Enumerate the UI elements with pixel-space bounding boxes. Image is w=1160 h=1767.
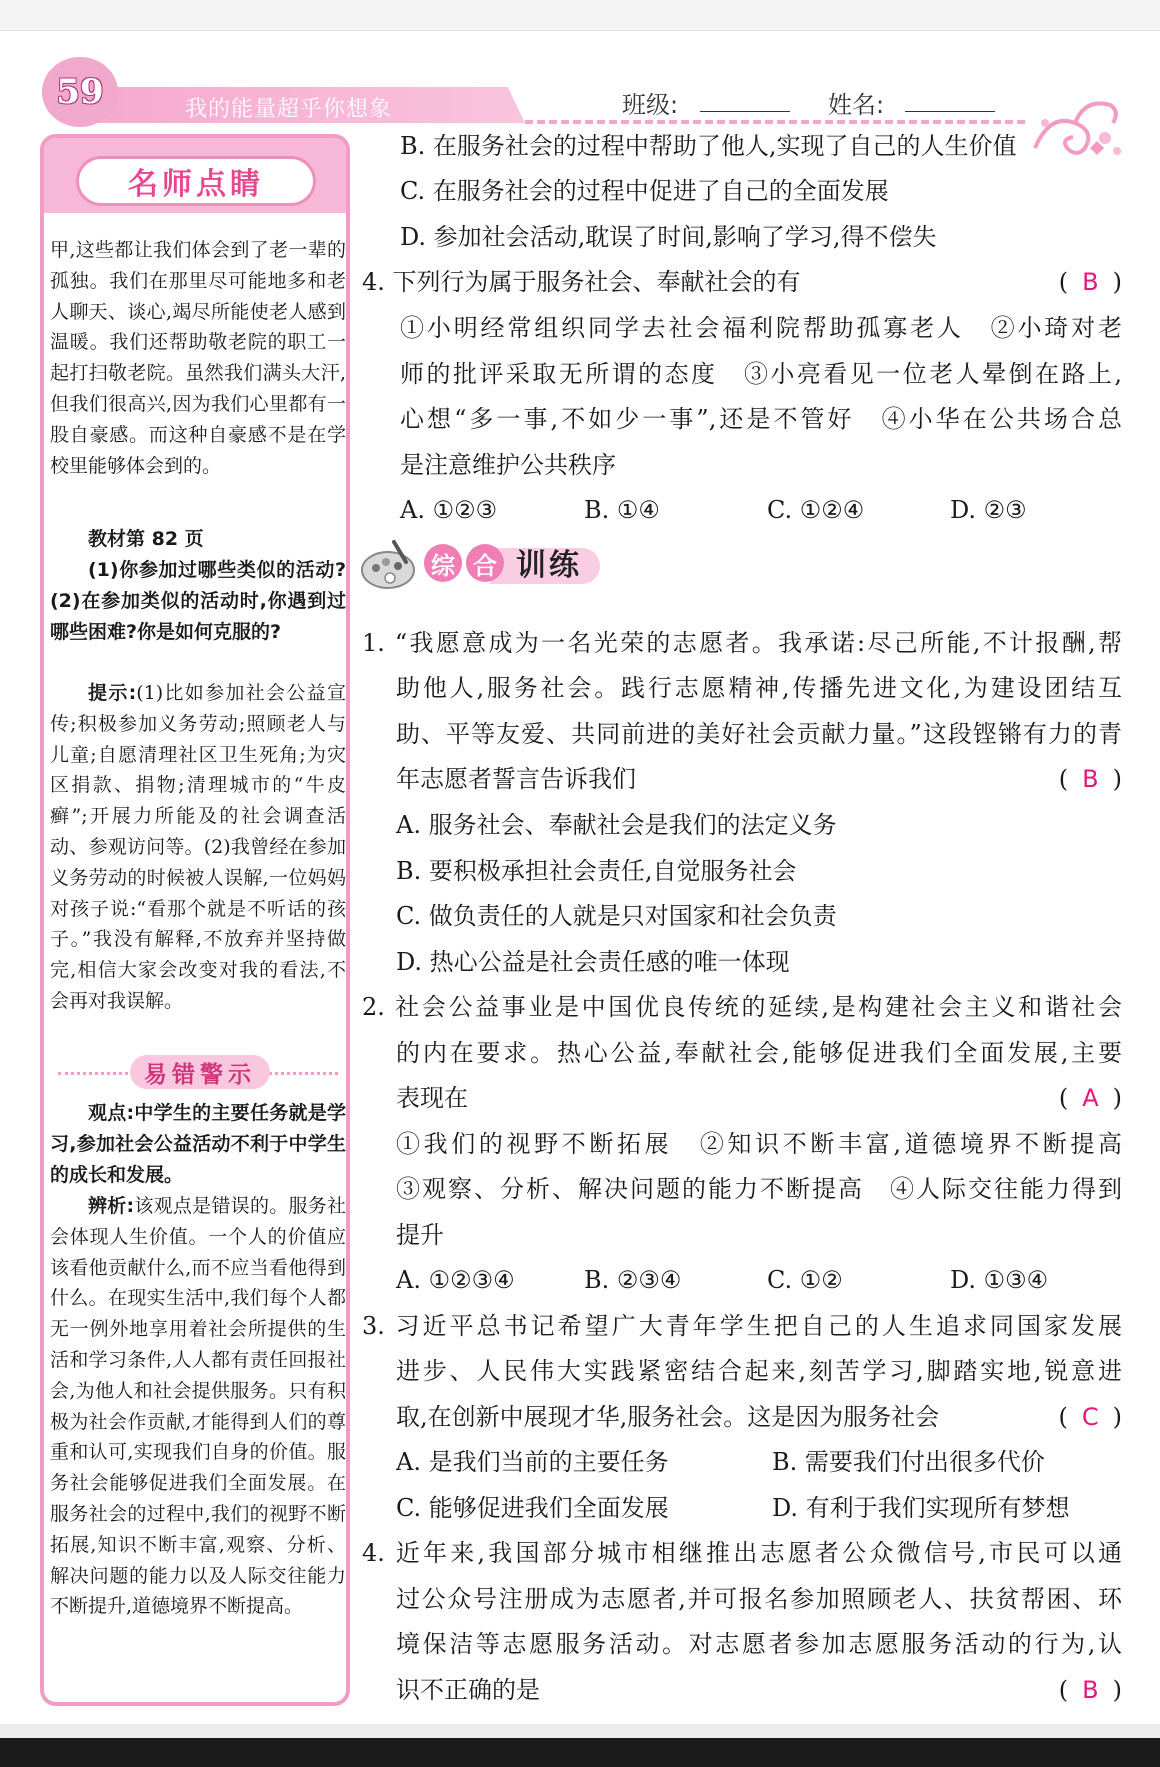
viewpoint-paragraph [50,1098,346,1190]
t-q2-option-b: B. ②③④ [584,1266,682,1294]
q4-body-line: 师的批评采取无所谓的态度 ③小亮看见一位老人晕倒在路上, [400,360,1122,388]
t-q4-answer-bracket: ( B ) [1058,1676,1122,1704]
warning-header [58,1055,338,1091]
sidebar-teacher-tips [40,134,350,1706]
q3-option-c: C. 在服务社会的过程中促进了自己的全面发展 [400,177,889,205]
t-q3-answer-bracket: ( C ) [1058,1403,1122,1431]
t-q4-line: 境保洁等志愿服务活动。对志愿者参加志愿服务活动的行为,认 [396,1630,1122,1658]
class-label: 班级: [622,91,679,119]
page-number: 59 [42,57,118,127]
hint-text: (1)比如参加社会公益宣传;积极参加义务劳动;照顾老人与儿童;自愿清理社区卫生死角;为灾区捐款、捐物;清理城市的“牛皮癣”;开展力所能及的社会调查活动、参观访问等。(2)我曾经在参加义务劳动的时候被人误解,一位妈妈对孩子说:“看那个就是不听话的孩子。”我没有解释,不放弃并坚持做完,相信大家会改变对我的看法,不会再对我误解。 [50,682,346,1012]
t-q1-option-a: A. 服务社会、奉献社会是我们的法定义务 [396,811,837,839]
analysis-text: 该观点是错误的。服务社会体现人生价值。一个人的价值应该看他贡献什么,而不应当看他得到什么。在现实生活中,我们每个人都无一例外地享用着社会所提供的生活和学习条件,人人都有责任回报社会,为他人和社会提供服务。只有积极为社会作贡献,才能得到人们的尊重和认可,实现我们自身的价值。服务社会能够促进我们全面发展。在服务社会的过程中,我们的视野不断拓展,知识不断丰富,观察、分析、解决问题的能力以及人际交往能力不断提升,道德境界不断提高。 [50,1195,346,1618]
q4-body-line: 是注意维护公共秩序 [400,451,616,479]
t-q3-option-b: B. 需要我们付出很多代价 [772,1448,1045,1476]
t-q3-line: 进步、人民伟大实践紧密结合起来,刻苦学习,脚踏实地,锐意进 [396,1357,1122,1385]
analysis-label: 辨析: [88,1195,135,1217]
page-header [0,45,1160,130]
palette-icon [360,538,420,590]
t-q1-answer-bracket: ( B ) [1058,765,1122,793]
section-badge-1: 综 [424,544,462,582]
name-field[interactable] [905,111,995,112]
t-q4-line: 4. 近年来,我国部分城市相继推出志愿者公众微信号,市民可以通 [362,1539,1122,1567]
t-q2-body-line: ③观察、分析、解决问题的能力不断提高 ④人际交往能力得到 [396,1175,1122,1203]
t-q4-line: 过公众号注册成为志愿者,并可报名参加照顾老人、扶贫帮困、环 [396,1585,1122,1613]
training-questions [362,623,1122,1703]
viewer-bottom-gap [0,1724,1160,1738]
t-q2-line: 的内在要求。热心公益,奉献社会,能够促进我们全面发展,主要 [396,1039,1122,1067]
t-q2-line: 表现在 [396,1084,468,1112]
t-q2-line: 2. 社会公益事业是中国优良传统的延续,是构建社会主义和谐社会 [362,993,1122,1021]
q4-option-b: B. ①④ [584,496,660,524]
q3-option-b: B. 在服务社会的过程中帮助了他人,实现了自己的人生价值 [400,132,1017,160]
t-q2-answer-bracket: ( A ) [1058,1084,1122,1112]
viewpoint-text: 中学生的主要任务就是学习,参加社会公益活动不利于中学生的成长和发展。 [50,1102,346,1186]
class-field[interactable] [700,111,790,112]
t-q1-line: 助他人,服务社会。践行志愿精神,传播先进文化,为建设团结互 [396,674,1122,702]
t-q2-option-a: A. ①②③④ [396,1266,515,1294]
t-q1-line: 1. “我愿意成为一名光荣的志愿者。我承诺:尽己所能,不计报酬,帮 [362,629,1122,657]
t-q1-line: 助、平等友爱、共同前进的美好社会贡献力量。”这段铿锵有力的青 [396,720,1122,748]
t-q4-answer: B [1082,1676,1099,1704]
t-q1-option-b: B. 要积极承担社会责任,自觉服务社会 [396,857,797,885]
viewpoint-label: 观点: [88,1102,135,1124]
q3-option-d: D. 参加社会活动,耽误了时间,影响了学习,得不偿失 [400,223,937,251]
t-q1-line: 年志愿者誓言告诉我们 [396,765,636,793]
viewer-bottom-bar [0,1738,1160,1767]
name-label: 姓名: [828,91,885,119]
t-q2-answer: A [1082,1084,1099,1112]
q4-option-d: D. ②③ [950,496,1027,524]
sidebar-title: 名师点睛 [76,156,316,206]
q4-body-line: 心想“多一事,不如少一事”,还是不管好 ④小华在公共场合总 [400,405,1122,433]
t-q3-line: 取,在创新中展现才华,服务社会。这是因为服务社会 [396,1403,940,1431]
t-q3-option-d: D. 有利于我们实现所有梦想 [772,1494,1070,1522]
t-q2-option-c: C. ①② [767,1266,843,1294]
sidebar-para1: 甲,这些都让我们体会到了老一辈的孤独。我们在那里尽可能地多和老人聊天、谈心,竭尽所能使老人感到温暖。我们还帮助敬老院的职工一起打扫敬老院。虽然我们满头大汗,但我们很高兴,因为我们心里都有一股自豪感。而这种自豪感不是在学校里能够体会到的。 [50,239,346,477]
t-q3-answer: C [1081,1403,1099,1431]
t-q1-option-c: C. 做负责任的人就是只对国家和社会负责 [396,902,837,930]
t-q2-body-line: ①我们的视野不断拓展 ②知识不断丰富,道德境界不断提高 [396,1130,1122,1158]
analysis-paragraph [50,1191,346,1622]
t-q1-option-d: D. 热心公益是社会责任感的唯一体现 [396,948,790,976]
t-q2-body-line: 提升 [396,1221,444,1249]
t-q1-answer: B [1082,765,1099,793]
q4-answer: B [1082,268,1099,296]
header-dash-line [525,120,1025,124]
t-q4-line: 识不正确的是 [396,1676,540,1704]
hint-paragraph [50,678,346,1017]
section-badge-2: 合 [466,544,504,582]
hint-label: 提示: [88,682,137,704]
viewer-top-bar [0,0,1160,31]
q4-option-a: A. ①②③ [400,496,498,524]
t-q3-option-c: C. 能够促进我们全面发展 [396,1494,669,1522]
t-q3-option-a: A. 是我们当前的主要任务 [396,1448,669,1476]
textbook-question: (1)你参加过哪些类似的活动?(2)在参加类似的活动时,你遇到过哪些困难?你是如何克服的? [50,559,346,643]
textbook-ref: 教材第 82 页 [88,528,204,550]
q4-answer-bracket: ( B ) [1058,268,1122,296]
upper-questions [362,126,1122,526]
section-title: 训练 [516,548,582,583]
warning-title: 易错警示 [130,1055,270,1089]
q4-body-line: ①小明经常组织同学去社会福利院帮助孤寡老人 ②小琦对老 [400,314,1122,342]
slogan-text: 我的能量超乎你想象 [185,97,393,122]
q4-stem: 4. 下列行为属于服务社会、奉献社会的有 [362,268,801,296]
q4-option-c: C. ①②④ [767,496,865,524]
t-q2-option-d: D. ①③④ [950,1266,1049,1294]
section-heading-training [360,532,610,592]
t-q3-line: 3. 习近平总书记希望广大青年学生把自己的人生追求同国家发展 [362,1312,1122,1340]
